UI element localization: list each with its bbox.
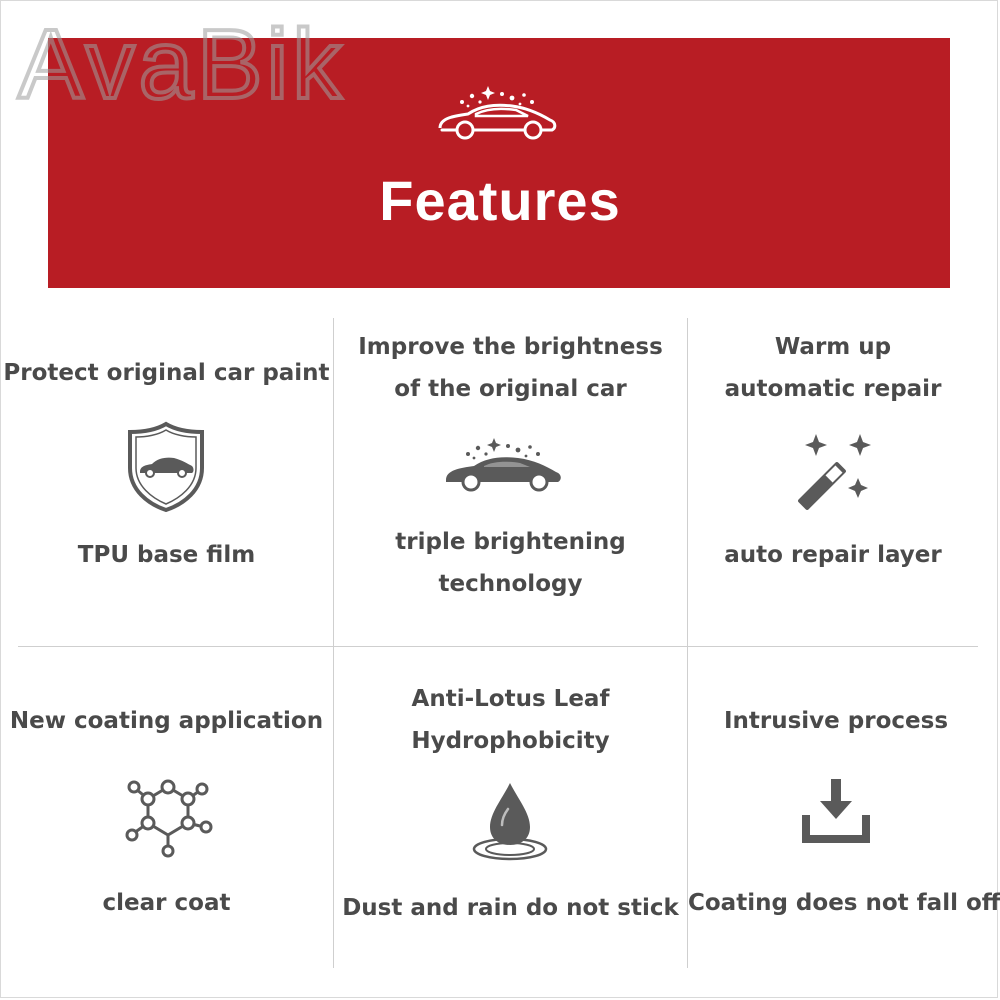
molecule-icon: [118, 769, 218, 859]
brand-watermark: [14, 6, 359, 106]
sparkling-car-icon: [432, 80, 562, 144]
feature-caption: TPU base film: [77, 542, 256, 568]
feature-heading: Hydrophobicity: [411, 728, 610, 754]
page-title: Features: [379, 169, 621, 232]
feature-caption: auto repair layer: [724, 542, 942, 568]
feature-heading: automatic repair: [724, 376, 942, 402]
feature-card-process: [688, 647, 1000, 968]
feature-caption: triple brightening: [395, 529, 626, 555]
feature-heading: Intrusive process: [723, 708, 949, 734]
feature-card-protect-paint: [0, 318, 333, 646]
feature-heading: Anti-Lotus Leaf: [411, 686, 610, 712]
feature-card-brightness: [334, 318, 687, 646]
feature-heading: Protect original car paint: [3, 360, 330, 386]
shield-car-icon: [126, 420, 206, 512]
feature-card-coating: [0, 647, 333, 968]
water-drop-icon: [468, 779, 552, 869]
sparkling-car-icon: [438, 432, 568, 496]
feature-card-hydrophobicity: [334, 647, 687, 968]
svg-text:AvaBik: AvaBik: [18, 9, 346, 106]
feature-caption: Dust and rain do not stick: [342, 895, 679, 921]
feature-heading: Warm up: [774, 334, 892, 360]
feature-caption: Coating does not fall off: [688, 890, 1000, 916]
feature-heading: New coating application: [9, 708, 324, 734]
feature-card-auto-repair: [688, 318, 978, 646]
feature-caption: technology: [438, 571, 583, 597]
feature-caption: clear coat: [102, 890, 231, 916]
feature-heading: Improve the brightness: [358, 334, 663, 360]
feature-heading: of the original car: [394, 376, 627, 402]
download-tray-icon: [800, 775, 872, 847]
magic-wand-icon: [788, 428, 878, 518]
